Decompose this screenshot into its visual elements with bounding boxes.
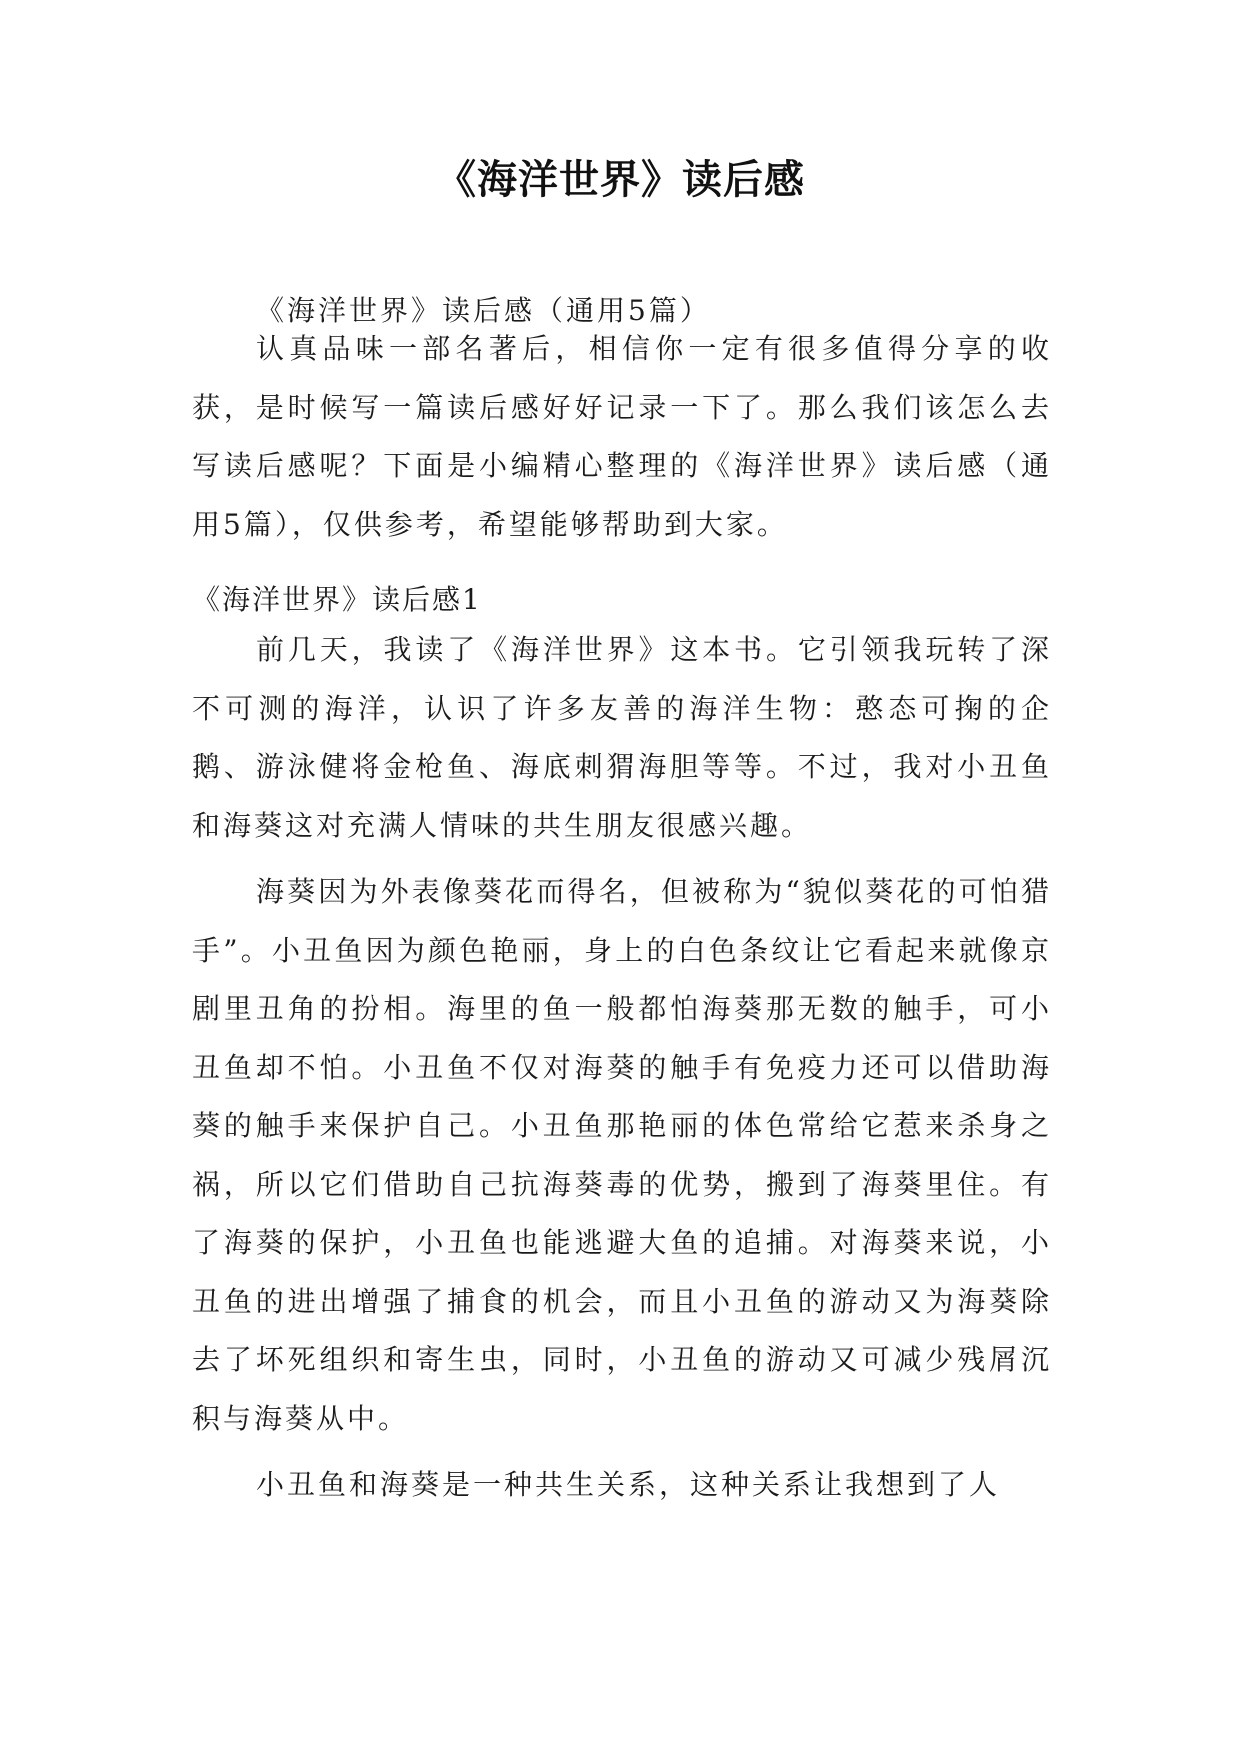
body-paragraph-3: 小丑鱼和海葵是一种共生关系，这种关系让我想到了人: [256, 1468, 1001, 1501]
document-title: 《海洋世界》读后感: [436, 156, 805, 203]
section1-body: [192, 621, 1052, 1515]
intro-paragraph: 认真品味一部名著后，相信你一定有很多值得分享的收获，是时候写一篇读后感好好记录一下了。那么我们该怎么去写读后感呢？下面是小编精心整理的《海洋世界》读后感（通用5篇），仅供参考，希望能够帮助到大家。: [192, 332, 1052, 541]
section1-heading: 《海洋世界》读后感1: [192, 583, 482, 616]
document-subtitle: 《海洋世界》读后感（通用5篇）: [256, 294, 711, 327]
body-paragraph-2: 海葵因为外表像葵花而得名，但被称为“貌似葵花的可怕猎手”。小丑鱼因为颜色艳丽，身上的白色条纹让它看起来就像京剧里丑角的扮相。海里的鱼一般都怕海葵那无数的触手，可小丑鱼却不怕。小丑鱼不仅对海葵的触手有免疫力还可以借助海葵的触手来保护自己。小丑鱼那艳丽的体色常给它惹来杀身之祸，所以它们借助自己抗海葵毒的优势，搬到了海葵里住。有了海葵的保护，小丑鱼也能逃避大鱼的追捕。对海葵来说，小丑鱼的进出增强了捕食的机会，而且小丑鱼的游动又为海葵除去了坏死组织和寄生虫，同时，小丑鱼的游动又可减少残屑沉积与海葵从中。: [192, 875, 1052, 1435]
body-paragraph-1: 前几天，我读了《海洋世界》这本书。它引领我玩转了深不可测的海洋，认识了许多友善的海洋生物：憨态可掬的企鹅、游泳健将金枪鱼、海底刺猬海胆等等。不过，我对小丑鱼和海葵这对充满人情味的共生朋友很感兴趣。: [192, 633, 1052, 842]
intro-block: [192, 320, 1052, 554]
